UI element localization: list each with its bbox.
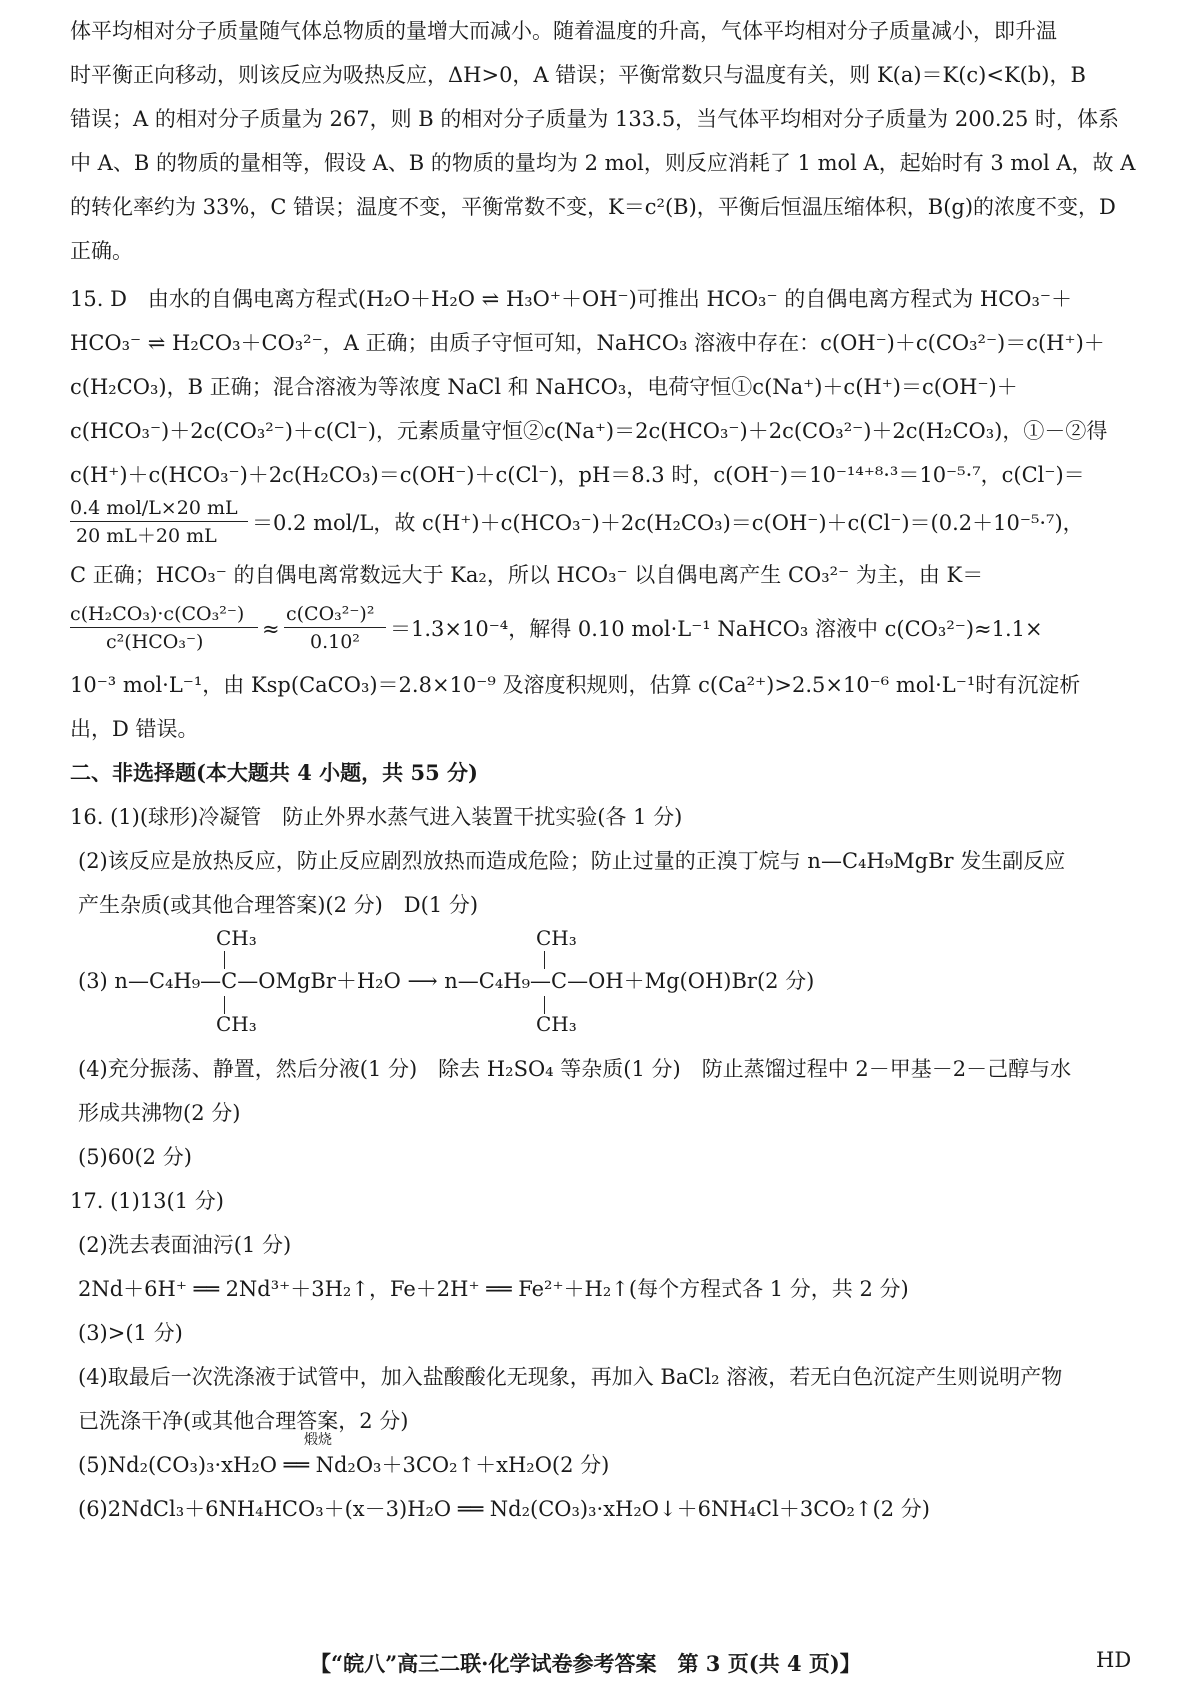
text-line: 已洗涤干净(或其他合理答案，2 分): [78, 1409, 409, 1433]
text-line: c(HCO₃⁻)＋2c(CO₃²⁻)＋c(Cl⁻)，元素质量守恒②c(Na⁺)＝2c(HCO₃⁻)＋2c(CO₃²⁻)＋2c(H₂CO₃)，①－②得: [70, 419, 1108, 443]
text-line: 中 A、B 的物质的量相等，假设 A、B 的物质的量均为 2 mol，则反应消耗了 1 mol A，起始时有 3 mol A，故 A: [70, 151, 1136, 175]
fraction-numerator: c(CO₃²⁻)²: [286, 603, 375, 625]
text-line: 产生杂质(或其他合理答案)(2 分) D(1 分): [78, 893, 479, 917]
text-line: c(H₂CO₃)，B 正确；混合溶液为等浓度 NaCl 和 NaHCO₃，电荷守恒①c(Na⁺)＋c(H⁺)＝c(OH⁻)＋: [70, 375, 1018, 399]
reaction-equation: (3) n—C₄H₉—C—OMgBr＋H₂O ⟶ n—C₄H₉—C—OH＋Mg(OH)Br(2 分): [78, 969, 815, 993]
text-line: ＝1.3×10⁻⁴，解得 0.10 mol·L⁻¹ NaHCO₃ 溶液中 c(CO₃²⁻)≈1.1×: [390, 617, 1043, 641]
text-line: 体平均相对分子质量随气体总物质的量增大而减小。随着温度的升高，气体平均相对分子质量减小，即升温: [70, 19, 1057, 43]
text-line: 形成共沸物(2 分): [78, 1101, 241, 1125]
question-16-line: 16. (1)(球形)冷凝管 防止外界水蒸气进入装置干扰实验(各 1 分): [70, 805, 683, 829]
fraction-denominator: 0.10²: [310, 631, 360, 653]
text-line: (3)>(1 分): [78, 1321, 183, 1345]
question-17-line: 17. (1)13(1 分): [70, 1189, 224, 1213]
reaction-equation: 2Nd＋6H⁺ ══ 2Nd³⁺＋3H₂↑，Fe＋2H⁺ ══ Fe²⁺＋H₂↑(每个方程式各 1 分，共 2 分): [78, 1277, 909, 1301]
text-line: (2)洗去表面油污(1 分): [78, 1233, 292, 1257]
fraction-bar: [70, 521, 248, 522]
fraction-bar: [70, 627, 258, 628]
text-line: (4)取最后一次洗涤液于试管中，加入盐酸酸化无现象，再加入 BaCl₂ 溶液，若无白色沉淀产生则说明产物: [78, 1365, 1063, 1389]
reaction-condition: 煅烧: [304, 1432, 332, 1448]
fraction-bar: [284, 627, 386, 628]
text-line: (4)充分振荡、静置，然后分液(1 分) 除去 H₂SO₄ 等杂质(1 分) 防止蒸馏过程中 2－甲基－2－己醇与水: [78, 1057, 1072, 1081]
methyl-group-top: CH₃: [536, 926, 577, 950]
text-line: HCO₃⁻ ⇌ H₂CO₃＋CO₃²⁻，A 正确；由质子守恒可知，NaHCO₃ 溶液中存在：c(OH⁻)＋c(CO₃²⁻)＝c(H⁺)＋: [70, 331, 1105, 355]
text-line: 时平衡正向移动，则该反应为吸热反应，ΔH>0，A 错误；平衡常数只与温度有关，则 K(a)＝K(c)<K(b)，B: [70, 63, 1086, 87]
fraction-denominator: 20 mL＋20 mL: [76, 525, 217, 547]
text-line: 的转化率约为 33%，C 错误；温度不变，平衡常数不变，K＝c²(B)，平衡后恒温压缩体积，B(g)的浓度不变，D: [70, 195, 1116, 219]
text-line: c(H⁺)＋c(HCO₃⁻)＋2c(H₂CO₃)＝c(OH⁻)＋c(Cl⁻)，pH＝8.3 时，c(OH⁻)＝10⁻¹⁴⁺⁸·³＝10⁻⁵·⁷，c(Cl⁻)＝: [70, 463, 1085, 487]
text-line: 正确。: [70, 239, 133, 263]
text-line: 10⁻³ mol·L⁻¹，由 Ksp(CaCO₃)＝2.8×10⁻⁹ 及溶度积规则，估算 c(Ca²⁺)>2.5×10⁻⁶ mol·L⁻¹时有沉淀析: [70, 673, 1081, 697]
text-line: (2)该反应是放热反应，防止反应剧烈放热而造成危险；防止过量的正溴丁烷与 n—C₄H₉MgBr 发生副反应: [78, 849, 1066, 873]
methyl-group-bottom: CH₃: [216, 1012, 257, 1036]
section-heading: 二、非选择题(本大题共 4 小题，共 55 分): [70, 760, 478, 785]
reaction-equation: (5)Nd₂(CO₃)₃·xH₂O ══ Nd₂O₃＋3CO₂↑＋xH₂O(2 分): [78, 1453, 610, 1477]
fraction-denominator: c²(HCO₃⁻): [106, 631, 204, 653]
text-line: 出，D 错误。: [70, 717, 199, 741]
fraction-numerator: c(H₂CO₃)·c(CO₃²⁻): [70, 603, 245, 625]
fraction-numerator: 0.4 mol/L×20 mL: [70, 497, 238, 519]
footer-code: HD: [1096, 1648, 1132, 1672]
approx-sign: ≈: [262, 617, 280, 641]
text-line: (5)60(2 分): [78, 1145, 192, 1169]
footer-title: 【“皖八”高三二联·化学试卷参考答案 第 3 页(共 4 页)】: [310, 1651, 861, 1676]
methyl-group-bottom: CH₃: [536, 1012, 577, 1036]
text-line: C 正确；HCO₃⁻ 的自偶电离常数远大于 Ka₂，所以 HCO₃⁻ 以自偶电离产生 CO₃²⁻ 为主，由 K＝: [70, 563, 984, 587]
methyl-group-top: CH₃: [216, 926, 257, 950]
text-line: ＝0.2 mol/L，故 c(H⁺)＋c(HCO₃⁻)＋2c(H₂CO₃)＝c(OH⁻)＋c(Cl⁻)＝(0.2＋10⁻⁵·⁷)，: [252, 511, 1084, 535]
reaction-equation: (6)2NdCl₃＋6NH₄HCO₃＋(x－3)H₂O ══ Nd₂(CO₃)₃·xH₂O↓＋6NH₄Cl＋3CO₂↑(2 分): [78, 1497, 930, 1521]
text-line: 错误；A 的相对分子质量为 267，则 B 的相对分子质量为 133.5，当气体平均相对分子质量为 200.25 时，体系: [70, 107, 1120, 131]
question-15-line: 15. D 由水的自偶电离方程式(H₂O＋H₂O ⇌ H₃O⁺＋OH⁻)可推出 HCO₃⁻ 的自偶电离方程式为 HCO₃⁻＋: [70, 287, 1073, 311]
